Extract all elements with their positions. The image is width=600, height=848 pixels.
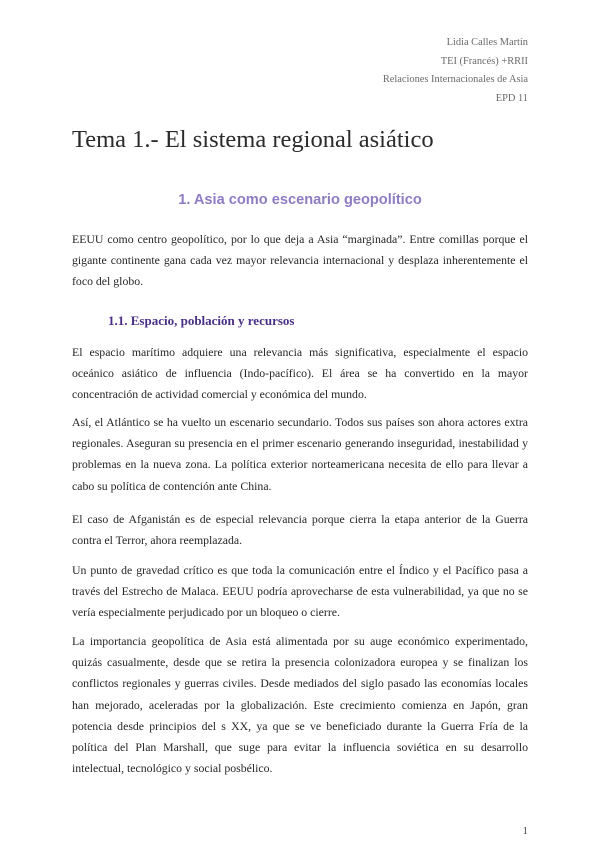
header-course: Relaciones Internacionales de Asia — [382, 74, 528, 85]
document-title: Tema 1.- El sistema regional asiático — [72, 126, 434, 153]
subsection-heading-1-1: 1.1. Espacio, población y recursos — [108, 313, 295, 328]
intro-paragraph: EEUU como centro geopolítico, por lo que deja a Asia “marginada”. Entre comillas porque el gigante continente gana cada vez mayor relevancia internacional y desplaza inherentemente el foco del globo. — [72, 232, 528, 289]
document-header — [383, 34, 528, 108]
body-paragraph: El espacio marítimo adquiere una relevancia más significativa, especialmente el espacio oceánico asiático de influencia (Indo-pacífico). El área se ha convertido en la mayor concentración de actividad comercial y económica del mundo. — [72, 345, 528, 402]
header-degree: TEI (Francés) +RRII — [440, 55, 528, 67]
page-number: 1 — [522, 825, 528, 837]
body-paragraph: Un punto de gravedad crítico es que toda la comunicación entre el Índico y el Pacífico pasa a través del Estrecho de Malaca. EEUU podría aprovecharse de esta vulnerabilidad, ya que no se vería especialmente perjudicado por un bloqueo o cierre. — [72, 563, 528, 620]
header-group: EPD 11 — [495, 92, 528, 104]
body-paragraph: Así, el Atlántico se ha vuelto un escenario secundario. Todos sus países son ahora actores extra regionales. Aseguran su presencia en el primer escenario generando inseguridad, inestabilidad y problemas en la nueva zona. La política exterior norteamericana necesita de ello para llevar a cabo su política de contención ante China. — [72, 415, 528, 493]
body-paragraph: La importancia geopolítica de Asia está alimentada por su auge económico experimentado, quizás casualmente, desde que se retira la presencia colonizadora europea y se finalizan los conflictos regionales y guerras civiles. Desde mediados del siglo pasado las economías locales han mejorado, aceleradas por la globalización. Este crecimiento comienza en Japón, gran potencia desde principios del s XX, ya que se ve beneficiado durante la Guerra Fría de la política del Plan Marshall, que suge para evitar la influencia soviética en su desarrollo intelectual, tecnológico y social posbélico. — [72, 634, 528, 776]
section-heading-1: 1. Asia como escenario geopolítico — [178, 192, 422, 208]
body-paragraph: El caso de Afganistán es de especial relevancia porque cierra la etapa anterior de la Guerra contra el Terror, ahora reemplazada. — [72, 512, 528, 548]
header-author: Lidia Calles Martín — [446, 37, 528, 48]
